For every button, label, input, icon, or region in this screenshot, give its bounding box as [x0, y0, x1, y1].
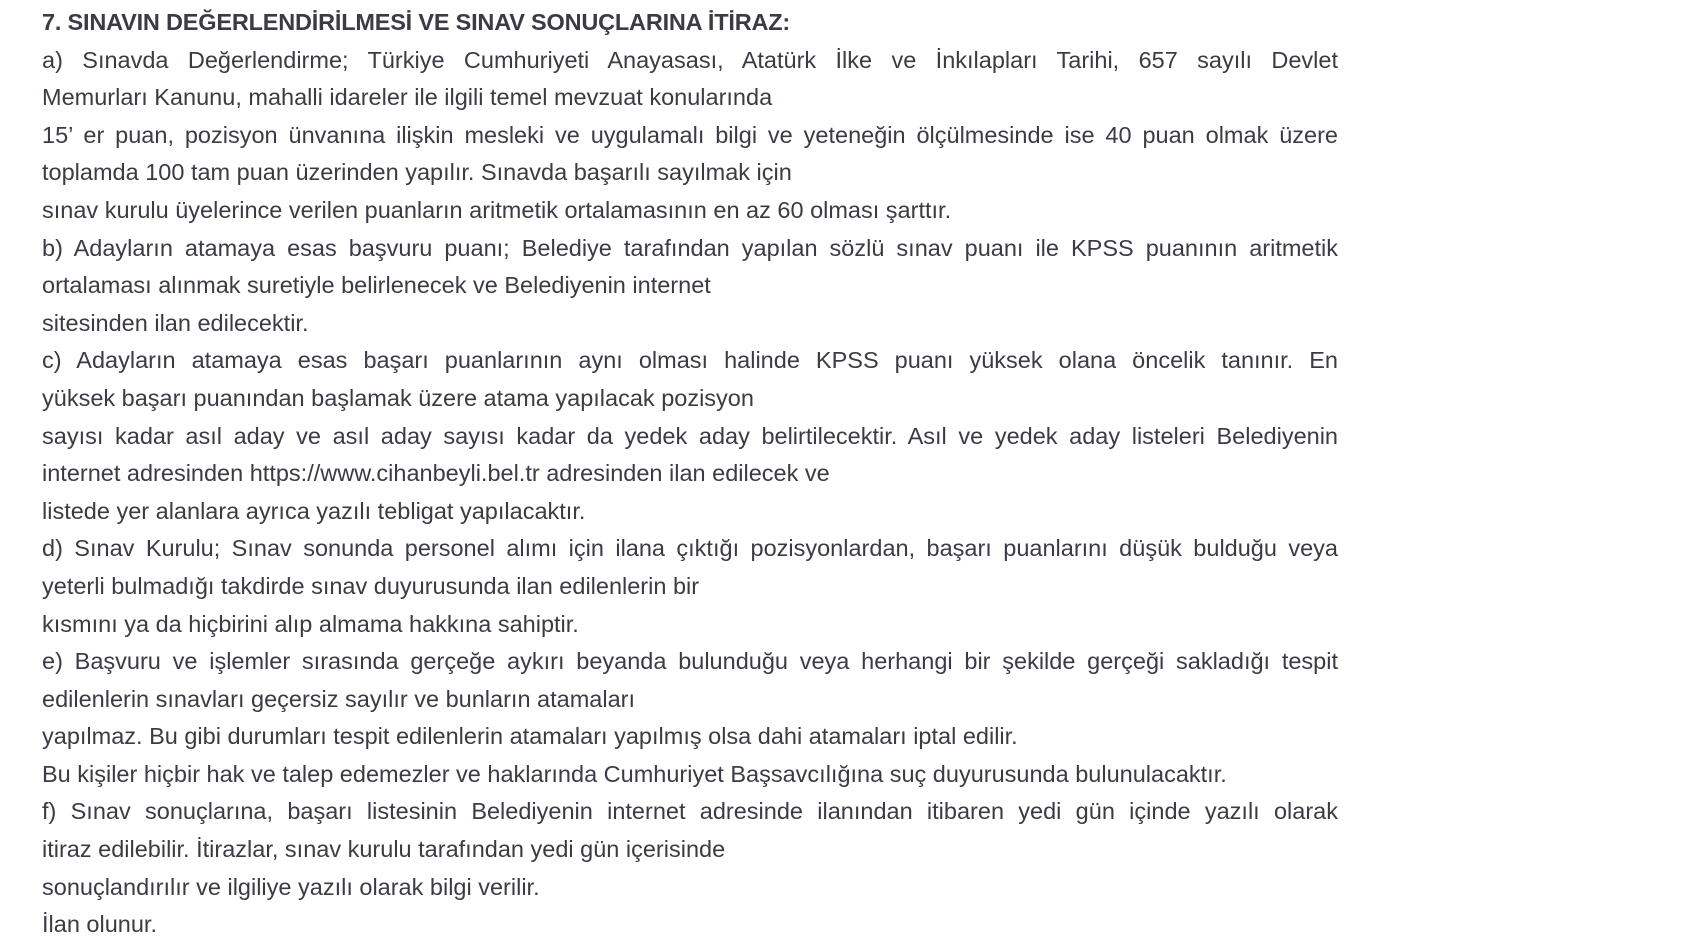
paragraph-line: kısmını ya da hiçbirini alıp almama hakkına sahiptir.: [42, 610, 579, 637]
paragraph-line: yapılmaz. Bu gibi durumları tespit edilenlerin atamaları yapılmış olsa dahi atamaları iptal edilir.: [42, 723, 1018, 750]
paragraph-line: sınav kurulu üyelerince verilen puanların aritmetik ortalamasının en az 60 olması şarttır.: [42, 196, 952, 223]
paragraph-line: Memurları Kanunu, mahalli idareler ile ilgili temel mevzuat konularında: [42, 84, 773, 111]
closing-line: İlan olunur.: [42, 911, 157, 938]
paragraph-line: c) Adayların atamaya esas başarı puanlarının aynı olması halinde KPSS puanı yüksek olana öncelik tanınır. En: [42, 347, 1338, 374]
paragraph-line: e) Başvuru ve işlemler sırasında gerçeğe aykırı beyanda bulunduğu veya herhangi bir şekilde gerçeği sakladığı tespit: [42, 648, 1338, 675]
paragraph-line: sitesinden ilan edilecektir.: [42, 309, 309, 336]
paragraph-line: sayısı kadar asıl aday ve asıl aday sayısı kadar da yedek aday belirtilecektir. Asıl ve yedek aday listeleri Belediyenin: [42, 422, 1338, 449]
paragraph-line: sonuçlandırılır ve ilgiliye yazılı olarak bilgi verilir.: [42, 873, 540, 900]
paragraph-line: Bu kişiler hiçbir hak ve talep edemezler ve haklarında Cumhuriyet Başsavcılığına suç duyurusunda bulunulacaktır.: [42, 760, 1227, 787]
paragraph-c: [42, 342, 1338, 530]
paragraph-line: d) Sınav Kurulu; Sınav sonunda personel alımı için ilana çıktığı pozisyonlardan, başarı puanlarını düşük bulduğu veya: [42, 535, 1338, 562]
announcement-document: [42, 4, 1338, 944]
paragraph-line: yeterli bulmadığı takdirde sınav duyurusunda ilan edilenlerin bir: [42, 572, 700, 599]
paragraph-line: toplamda 100 tam puan üzerinden yapılır. Sınavda başarılı sayılmak için: [42, 159, 792, 186]
paragraph-line: f) Sınav sonuçlarına, başarı listesinin Belediyenin internet adresinde ilanından itibaren yedi gün içinde yazılı olarak: [42, 798, 1338, 825]
paragraph-line: edilenlerin sınavları geçersiz sayılır ve bunların atamaları: [42, 685, 635, 712]
section-heading: 7. SINAVIN DEĞERLENDİRİLMESİ VE SINAV SONUÇLARINA İTİRAZ:: [42, 9, 791, 35]
paragraph-d: [42, 530, 1338, 643]
paragraph-line: ortalaması alınmak suretiyle belirlenecek ve Belediyenin internet: [42, 272, 711, 299]
paragraph-line-with-url: internet adresinden https://www.cihanbeyli.bel.tr adresinden ilan edilecek ve: [42, 460, 830, 487]
paragraph-line: b) Adayların atamaya esas başvuru puanı; Belediye tarafından yapılan sözlü sınav puanı ile KPSS puanının aritmetik: [42, 234, 1338, 261]
paragraph-e: [42, 643, 1338, 793]
paragraph-line: 15’ er puan, pozisyon ünvanına ilişkin mesleki ve uygulamalı bilgi ve yeteneğin ölçülmesinde ise 40 puan olmak üzere: [42, 121, 1338, 148]
paragraph-f: [42, 793, 1338, 906]
paragraph-line: a) Sınavda Değerlendirme; Türkiye Cumhuriyeti Anayasası, Atatürk İlke ve İnkılapları Tarihi, 657 sayılı Devlet: [42, 46, 1338, 73]
paragraph-a: [42, 42, 1338, 230]
paragraph-line: listede yer alanlara ayrıca yazılı tebligat yapılacaktır.: [42, 497, 586, 524]
paragraph-b: [42, 230, 1338, 343]
paragraph-line: itiraz edilebilir. İtirazlar, sınav kurulu tarafından yedi gün içerisinde: [42, 836, 726, 863]
paragraph-line: yüksek başarı puanından başlamak üzere atama yapılacak pozisyon: [42, 384, 754, 411]
